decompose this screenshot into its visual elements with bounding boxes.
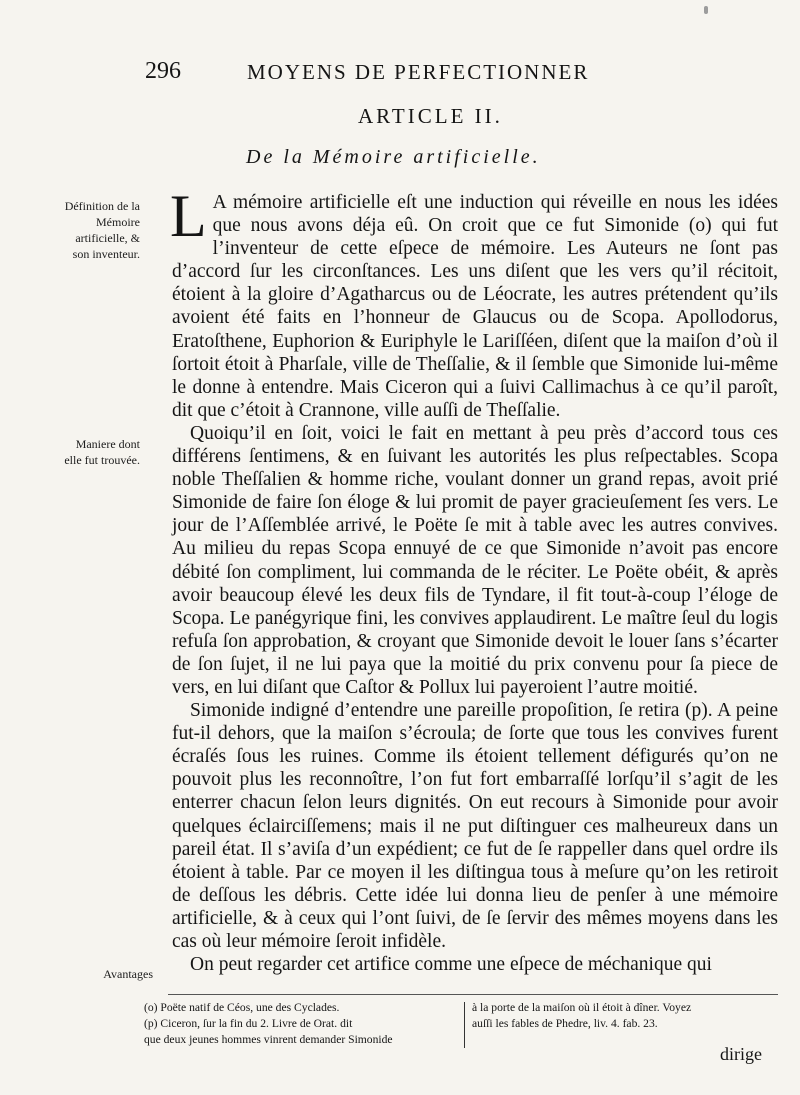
section-heading: De la Mémoire artificielle. (246, 146, 541, 168)
paragraph-2: Quoiqu’il en ſoit, voici le fait en mettant à peu près d’accord tous ces différens ſentimens, & en ſuivant les autorités les plus reſpectables. Scopa noble Theſſalien & homme riche, voulant donner un grand repas, avoit prié Simonide de faire ſon éloge & lui promit de payer gracieuſement ſes vers. Le jour de l’Aſſemblée arrivé, le Poëte ſe mit à table avec les autres convives. Au milieu du repas Scopa ennuyé de ce que Simonide n’avoit pas encore débité ſon compliment, lui commanda de le réciter. Le Poëte obéit, & après avoir beaucoup élevé les deux fils de Tyndare, il fit tout-à-coup l’éloge de Scopa. Le panégyrique fini, les convives applaudirent. Le maître ſeul du logis refuſa ſon approbation, & croyant que Simonide devoit le louer ſans s’écarter de ſon ſujet, il ne lui paya que la moitié du prix convenu pour ſa piece de vers, en lui diſant que Caſtor & Pollux lui payeroient l’autre moitié. (172, 422, 778, 698)
footnote-rule (168, 994, 778, 995)
paragraph-3: Simonide indigné d’entendre une pareille propoſition, ſe retira (p). A peine fut-il dehors, que la maiſon s’écroula; de ſorte que tous les convives furent écraſés ſous les ruines. Comme ils étoient tellement défigurés qu’on ne pouvoit plus les reconnoître, l’on fut fort embarraſſé lorſqu’il s’agit de les enterrer chacun ſelon leurs dignités. On eut recours à Simonide pour avoir quelques éclairciſſemens; mais il ne put diſtinguer ces malheureux dans un pareil état. Il s’aviſa d’un expédient; ce fut de ſe rappeller dans quel ordre ils étoient à table. Par ce moyen il les diſtingua tous à meſure qu’on les retiroit de deſſous les débris. Cette idée lui donna lieu de penſer à une mémoire artificielle, & à ceux qui l’ont ſuivi, de ſe ſervir des mêmes moyens dans les cas où leur mémoire ſeroit infidèle. (172, 700, 778, 952)
page-number: 296 (145, 58, 181, 84)
drop-cap: L (170, 183, 207, 249)
catchword: dirige (720, 1044, 762, 1064)
paragraph-4: On peut regarder cet artifice comme une eſpece de méchanique qui (190, 954, 712, 976)
article-heading: ARTICLE II. (358, 104, 503, 128)
running-head (145, 58, 665, 86)
running-title: MOYENS DE PERFECTIONNER (247, 60, 590, 84)
margin-note-definition: Définition de la Mémoire artificielle, & son inventeur. (64, 199, 140, 261)
ink-spot (704, 6, 708, 14)
footnote-line: (o) Poëte natif de Céos, une des Cyclades. (144, 1001, 340, 1014)
margin-note-origin: Maniere dont elle fut trouvée. (64, 437, 140, 467)
paragraph-1 (170, 183, 778, 422)
margin-note-advantages: Avantages (103, 967, 153, 981)
paragraph-1-text: A mémoire artificielle eſt une induction qui réveille en nous les idées que nous avons déja eû. On croit que ce fut Simonide (o) qui fut l’inventeur de cette eſpece de mémoire. Les Auteurs ne ſont pas d’accord ſur les circonſtances. Les uns diſent que les vers qu’il récitoit, étoient à la gloire d’Agatharcus ou de Léocrate, les autres prétendent qu’ils avoient été faits en l’honneur de Glaucus ou de Scopa. Apollodorus, Eratoſthene, Euphorion & Euriphyle le Lariſſéen, diſent que la maiſon d’où il ſortoit étoit à Pharſale, ville de Theſſalie, & il ſemble que Simonide lui-même le donne à entendre. Mais Ciceron qui a ſuivi Callimachus à ce qu’il paroît, dit que c’étoit à Crannone, ville auſſi de Theſſalie. (172, 192, 778, 421)
footnotes-left-column (144, 1000, 459, 1048)
footnote-line: que deux jeunes hommes vinrent demander Simonide (144, 1033, 393, 1046)
footnote-line: auſſi les fables de Phedre, liv. 4. fab. 23. (472, 1017, 658, 1030)
footnote-column-divider (464, 1002, 465, 1048)
main-text (170, 183, 778, 976)
footnote-line: à la porte de la maiſon où il étoit à dîner. Voyez (472, 1001, 692, 1014)
footnotes-right-column (472, 1000, 780, 1032)
footnote-line: (p) Ciceron, ſur la fin du 2. Livre de Orat. dit (144, 1017, 353, 1030)
